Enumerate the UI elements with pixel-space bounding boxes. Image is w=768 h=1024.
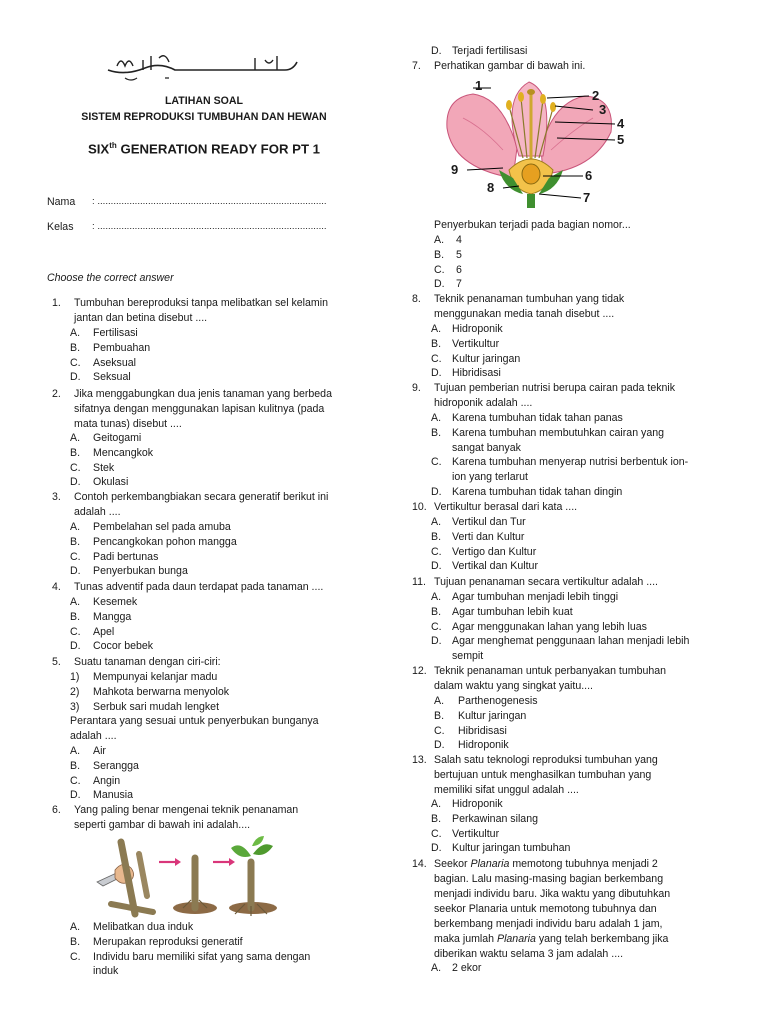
option-text: Kultur jaringan	[458, 709, 527, 722]
question-text	[434, 932, 668, 947]
question-number: 13.	[412, 754, 427, 766]
q7-prompt: Penyerbukan terjadi pada bagian nomor...	[434, 219, 631, 231]
question-text: Perantara yang sesuai untuk penyerbukan bunganya	[70, 715, 319, 728]
option-letter: A.	[70, 521, 81, 533]
diagram-label-9: 9	[451, 162, 459, 177]
diagram-label-8: 8	[487, 180, 495, 195]
option-letter: D.	[434, 739, 445, 752]
question-number: 3.	[52, 491, 61, 503]
option-text: Fertilisasi	[93, 327, 138, 339]
question-text: Yang paling benar mengenai teknik penanaman	[74, 804, 299, 816]
option-letter: C.	[431, 352, 442, 365]
question-number: 14.	[412, 858, 427, 870]
option-letter: A.	[431, 798, 442, 810]
option-text: 2 ekor	[452, 962, 482, 974]
option-letter: B.	[431, 337, 442, 350]
question-text: Tujuan penanaman secara vertikultur adalah ....	[434, 576, 658, 588]
option-letter: B.	[431, 605, 442, 618]
option-letter: C.	[70, 774, 81, 787]
title-generation: GENERATION READY FOR PT 1	[116, 141, 321, 157]
option-text: Terjadi fertilisasi	[452, 45, 528, 57]
option-text: Karena tumbuhan membutuhkan cairan yang	[452, 426, 665, 439]
option-letter: A.	[70, 596, 81, 608]
question-text: Teknik penanaman tumbuhan yang tidak	[434, 293, 625, 305]
option-letter: A.	[431, 516, 442, 528]
question-text: menjadi individu baru. Jika waktu yang dibutuhkan	[434, 888, 671, 900]
diagram-label-1: 1	[475, 78, 483, 93]
title-sistem-reproduksi: SISTEM REPRODUKSI TUMBUHAN DAN HEWAN	[81, 111, 327, 123]
option-text: Agar menggunakan lahan yang lebih luas	[452, 620, 647, 633]
option-letter: B.	[70, 446, 81, 459]
stem-cutting-illustration	[95, 834, 285, 918]
question-number: 1.	[52, 297, 61, 309]
question-text: diberikan waktu selama 3 jam adalah ....	[434, 948, 624, 960]
option-letter: B.	[70, 535, 81, 548]
option-text: Vertikultur	[452, 337, 500, 350]
item-number: 3)	[70, 700, 80, 713]
option-text: Hidroponik	[452, 323, 503, 335]
option-letter: B.	[431, 530, 442, 543]
option-letter: C.	[70, 550, 81, 563]
option-letter: A.	[70, 921, 81, 933]
option-text: Serangga	[93, 759, 139, 772]
question-text: Jika menggabungkan dua jenis tanaman yang berbeda	[74, 388, 332, 400]
diagram-label-2: 2	[592, 88, 600, 103]
option-text: Pembelahan sel pada amuba	[93, 521, 231, 533]
option-text: Hibridisasi	[458, 724, 507, 737]
question-number: 10.	[412, 501, 427, 513]
option-letter: C.	[70, 950, 81, 963]
option-letter: B.	[434, 709, 445, 722]
diagram-label-6: 6	[585, 168, 593, 183]
bismillah-calligraphy	[105, 48, 300, 82]
option-text: Penyerbukan bunga	[93, 565, 188, 578]
option-text: Agar tumbuhan menjadi lebih tinggi	[452, 591, 619, 603]
option-letter: C.	[431, 620, 442, 633]
question-text: Tunas adventif pada daun terdapat pada tanaman ....	[74, 581, 324, 593]
option-text: Individu baru memiliki sifat yang sama dengan	[93, 950, 311, 963]
option-text: Karena tumbuhan tidak tahan dingin	[452, 485, 623, 498]
title-th: th	[109, 141, 117, 150]
flower-diagram	[443, 78, 643, 208]
question-text: adalah ....	[70, 730, 117, 743]
option-letter: C.	[70, 625, 81, 638]
question-text: Contoh perkembangbiakan secara generatif berikut ini	[74, 491, 329, 503]
question-text: memiliki sifat unggul adalah ....	[434, 784, 579, 796]
question-text: Tumbuhan bereproduksi tanpa melibatkan sel kelamin	[74, 297, 329, 309]
option-text: Padi bertunas	[93, 550, 159, 563]
text-run: yang telah berkembang jika	[535, 933, 669, 945]
question-text: seekor Planaria untuk memotong tubuhnya dan	[434, 903, 657, 915]
option-text: 4	[456, 234, 462, 246]
option-letter: A.	[434, 695, 445, 707]
option-letter: D.	[434, 278, 445, 291]
option-text: Verti dan Kultur	[452, 530, 525, 543]
option-text: Apel	[93, 625, 115, 638]
option-letter: A.	[431, 591, 442, 603]
option-letter: A.	[434, 234, 445, 246]
option-text: Hibridisasi	[452, 367, 501, 380]
option-letter: C.	[434, 263, 445, 276]
option-text: Air	[93, 745, 106, 757]
option-letter: D.	[70, 476, 81, 489]
question-text: mata tunas) disebut ....	[74, 418, 182, 430]
list-item	[70, 700, 319, 715]
title-six: SIX	[87, 141, 110, 157]
question-text: hidroponik adalah ....	[434, 397, 533, 409]
text-run-italic: Planaria	[470, 858, 510, 870]
option-text: Stek	[93, 461, 115, 474]
question-text	[434, 857, 658, 872]
option-letter: A.	[70, 327, 81, 339]
option-text: Manusia	[93, 789, 134, 802]
option-letter: D.	[431, 485, 442, 498]
question-text: seperti gambar di bawah ini adalah....	[74, 819, 251, 831]
name-field[interactable]: : ......................................................................................	[92, 196, 327, 207]
option-letter: D.	[431, 45, 442, 57]
diagram-label-5: 5	[617, 132, 625, 147]
option-text: 6	[456, 263, 462, 276]
option-text: Karena tumbuhan tidak tahan panas	[452, 412, 623, 424]
text-run: maka jumlah	[434, 933, 497, 945]
option-text: Perkawinan silang	[452, 812, 538, 825]
option-letter: D.	[70, 789, 81, 802]
option-text: Mangga	[93, 610, 132, 623]
question-text: adalah ....	[74, 506, 121, 518]
question-number: 2.	[52, 388, 61, 400]
question-text: berkembang menjadi individu baru adalah 1 jam,	[434, 918, 663, 930]
item-text: Serbuk sari mudah lengket	[93, 700, 220, 713]
option-letter: B.	[70, 610, 81, 623]
text-run: Seekor	[434, 858, 471, 870]
option-text: Melibatkan dua induk	[93, 921, 194, 933]
option-letter: B.	[431, 812, 442, 825]
option-letter: B.	[70, 935, 81, 948]
option-letter: D.	[70, 371, 81, 384]
title-six-generation	[0, 141, 408, 156]
option-letter: A.	[431, 412, 442, 424]
option-text: Aseksual	[93, 356, 136, 369]
instruction: Choose the correct answer	[47, 272, 174, 284]
question-text: Perhatikan gambar di bawah ini.	[434, 60, 586, 72]
option-text: Merupakan reproduksi generatif	[93, 935, 243, 948]
question-number: 5.	[52, 656, 61, 668]
class-label: Kelas	[47, 221, 74, 233]
option-text: Angin	[93, 774, 121, 787]
option-letter: A.	[70, 745, 81, 757]
question-number: 7.	[412, 60, 421, 72]
option-text: ion yang terlarut	[452, 471, 528, 484]
question-text: bagian. Lalu masing-masing bagian berkembang	[434, 873, 664, 885]
option-letter: C.	[434, 724, 445, 737]
list-item	[70, 670, 319, 685]
question-text: Suatu tanaman dengan ciri-ciri:	[74, 656, 221, 668]
diagram-label-3: 3	[599, 102, 607, 117]
text-run: memotong tubuhnya menjadi 2	[509, 858, 658, 870]
option-letter: A.	[431, 962, 442, 974]
option-text: Vertigo dan Kultur	[452, 545, 537, 558]
option-letter: D.	[70, 640, 81, 653]
diagram-label-4: 4	[617, 116, 625, 131]
question-text: sifatnya dengan menggunakan lapisan kulitnya (pada	[74, 403, 325, 415]
option-text: Hidroponik	[458, 739, 509, 752]
option-letter: B.	[431, 426, 442, 439]
option-letter: C.	[431, 545, 442, 558]
option-letter: B.	[70, 759, 81, 772]
option-text: sangat banyak	[452, 441, 521, 454]
option-text: Pencangkokan pohon mangga	[93, 535, 237, 548]
title-latihan-soal: LATIHAN SOAL	[164, 95, 244, 107]
diagram-label-7: 7	[583, 190, 591, 205]
item-number: 2)	[70, 685, 80, 698]
question-number: 11.	[412, 576, 426, 588]
question-text: Teknik penanaman untuk perbanyakan tumbuhan	[434, 665, 667, 677]
option-text: Vertikultur	[452, 827, 500, 840]
item-text: Mempunyai kelanjar madu	[93, 671, 218, 683]
option-letter: B.	[434, 248, 445, 261]
option-text: 5	[456, 248, 462, 261]
option-text: Kultur jaringan	[452, 352, 521, 365]
option-text: Agar tumbuhan lebih kuat	[452, 605, 573, 618]
option-text: sempit	[452, 650, 484, 663]
option-letter: D.	[431, 560, 442, 573]
option-text: Hidroponik	[452, 798, 503, 810]
option-letter: C.	[70, 461, 81, 474]
question-text: dalam waktu yang singkat yaitu....	[434, 680, 593, 692]
option-letter: C.	[70, 356, 81, 369]
q5-items	[70, 670, 319, 744]
option-text: Geitogami	[93, 432, 142, 444]
option-letter: A.	[431, 323, 442, 335]
question-text: Tujuan pemberian nutrisi berupa cairan pada teknik	[434, 382, 676, 394]
option-text: Vertikul dan Tur	[452, 516, 526, 528]
class-field[interactable]: : ......................................................................................	[92, 221, 327, 232]
question-number: 6.	[52, 804, 61, 816]
question-text: Vertikultur berasal dari kata ....	[434, 501, 578, 513]
option-letter: D.	[431, 842, 442, 855]
text-run-italic: Planaria	[497, 933, 536, 945]
option-text: Pembuahan	[93, 341, 151, 354]
option-letter: A.	[70, 432, 81, 444]
question-number: 4.	[52, 581, 61, 593]
question-number: 8.	[412, 293, 421, 305]
option-text: Seksual	[93, 371, 131, 384]
question-text: Salah satu teknologi reproduksi tumbuhan yang	[434, 754, 658, 766]
option-text: 7	[456, 278, 462, 291]
option-letter: D.	[70, 565, 81, 578]
question-number: 9.	[412, 382, 421, 394]
option-text: Kultur jaringan tumbuhan	[452, 842, 571, 855]
option-letter: D.	[431, 367, 442, 380]
item-number: 1)	[70, 671, 80, 683]
question-text: menggunakan media tanah disebut ....	[434, 308, 615, 320]
option-text: Cocor bebek	[93, 640, 154, 653]
option-text: Vertikal dan Kultur	[452, 560, 538, 573]
question-number: 12.	[412, 665, 427, 677]
option-text: Karena tumbuhan menyerap nutrisi berbentuk ion-	[452, 456, 689, 469]
option-text: Kesemek	[93, 596, 138, 608]
option-letter: B.	[70, 341, 81, 354]
option-text: Okulasi	[93, 476, 129, 489]
option-text: induk	[93, 965, 119, 978]
list-item	[70, 685, 319, 700]
option-text: Parthenogenesis	[458, 695, 538, 707]
name-label: Nama	[47, 196, 76, 208]
question-text: jantan dan betina disebut ....	[74, 312, 208, 324]
question-text: bertujuan untuk menghasilkan tumbuhan yang	[434, 769, 652, 781]
option-text: Mencangkok	[93, 446, 154, 459]
option-text: Agar menghemat penggunaan lahan menjadi lebih	[452, 635, 690, 648]
option-letter: C.	[431, 827, 442, 840]
option-letter: C.	[431, 456, 442, 469]
option-letter: D.	[431, 635, 442, 648]
item-text: Mahkota berwarna menyolok	[93, 685, 230, 698]
